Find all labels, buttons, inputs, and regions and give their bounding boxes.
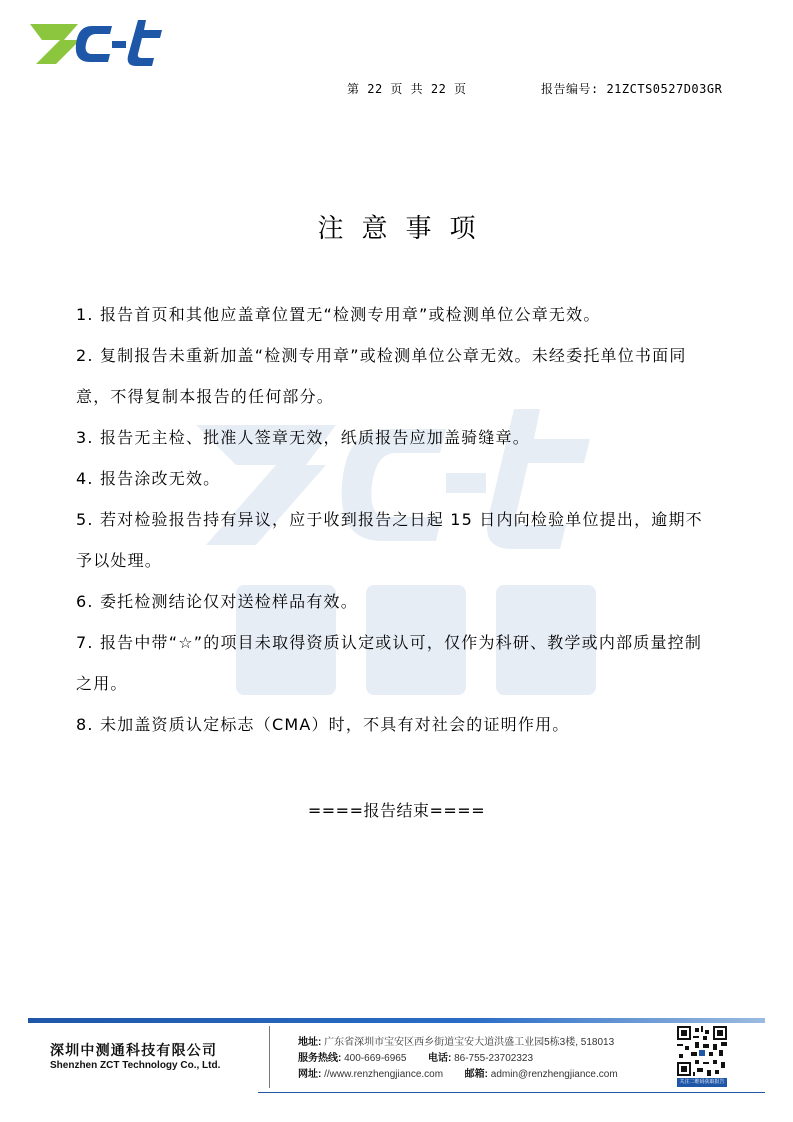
notice-item-3: 3. 报告无主检、批准人签章无效，纸质报告应加盖骑缝章。 <box>76 428 530 447</box>
address-value: 广东省深圳市宝安区西乡街道宝安大道洪盛工业园5栋3楼, 518013 <box>324 1037 615 1048</box>
notice-item-6: 6. 委托检测结论仅对送检样品有效。 <box>76 592 358 611</box>
footer-divider <box>269 1026 270 1088</box>
notice-item-5: 5. 若对检验报告持有异议，应于收到报告之日起 15 日内向检验单位提出，逾期不予以处理。 <box>76 510 703 570</box>
email-link[interactable]: admin@renzhengjiance.com <box>490 1069 618 1080</box>
notice-title: 注意事项 <box>317 214 494 244</box>
qr-caption: 关注二维码获取报告 <box>677 1078 727 1087</box>
tel-value: 86-755-23702323 <box>454 1053 534 1064</box>
address-label: 地址: <box>298 1037 322 1048</box>
company-name-en: Shenzhen ZCT Technology Co., Ltd. <box>50 1060 221 1071</box>
notice-list <box>76 294 716 745</box>
report-number: 报告编号: 21ZCTS0527D03GR <box>541 82 723 96</box>
notice-item-8: 8. 未加盖资质认定标志（CMA）时，不具有对社会的证明作用。 <box>76 715 570 734</box>
report-end-marker: ====报告结束==== <box>307 801 486 820</box>
company-name-cn: 深圳中测通科技有限公司 <box>50 1043 218 1059</box>
web-line <box>298 1065 618 1080</box>
notice-item-1: 1. 报告首页和其他应盖章位置无“检测专用章”或检测单位公章无效。 <box>76 305 601 324</box>
website-label: 网址: <box>298 1069 322 1080</box>
hotline-label: 服务热线: <box>298 1053 342 1064</box>
qr-code <box>677 1026 727 1076</box>
notice-item-4: 4. 报告涂改无效。 <box>76 469 221 488</box>
footer-bottom-rule <box>258 1092 765 1093</box>
phone-line <box>298 1049 533 1064</box>
company-logo <box>30 14 174 74</box>
notice-item-7: 7. 报告中带“☆”的项目未取得资质认定或认可，仅作为科研、教学或内部质量控制之用。 <box>76 633 703 693</box>
footer-rule <box>28 1018 765 1023</box>
notice-item-2: 2. 复制报告未重新加盖“检测专用章”或检测单位公章无效。未经委托单位书面同意，不得复制本报告的任何部分。 <box>76 346 687 406</box>
tel-label: 电话: <box>427 1053 452 1064</box>
page-number: 第 22 页 共 22 页 <box>347 82 467 96</box>
hotline-value: 400-669-6965 <box>344 1053 407 1064</box>
website-link[interactable]: //www.renzhengjiance.com <box>324 1069 444 1080</box>
address-line <box>298 1033 614 1048</box>
email-label: 邮箱: <box>464 1069 488 1080</box>
